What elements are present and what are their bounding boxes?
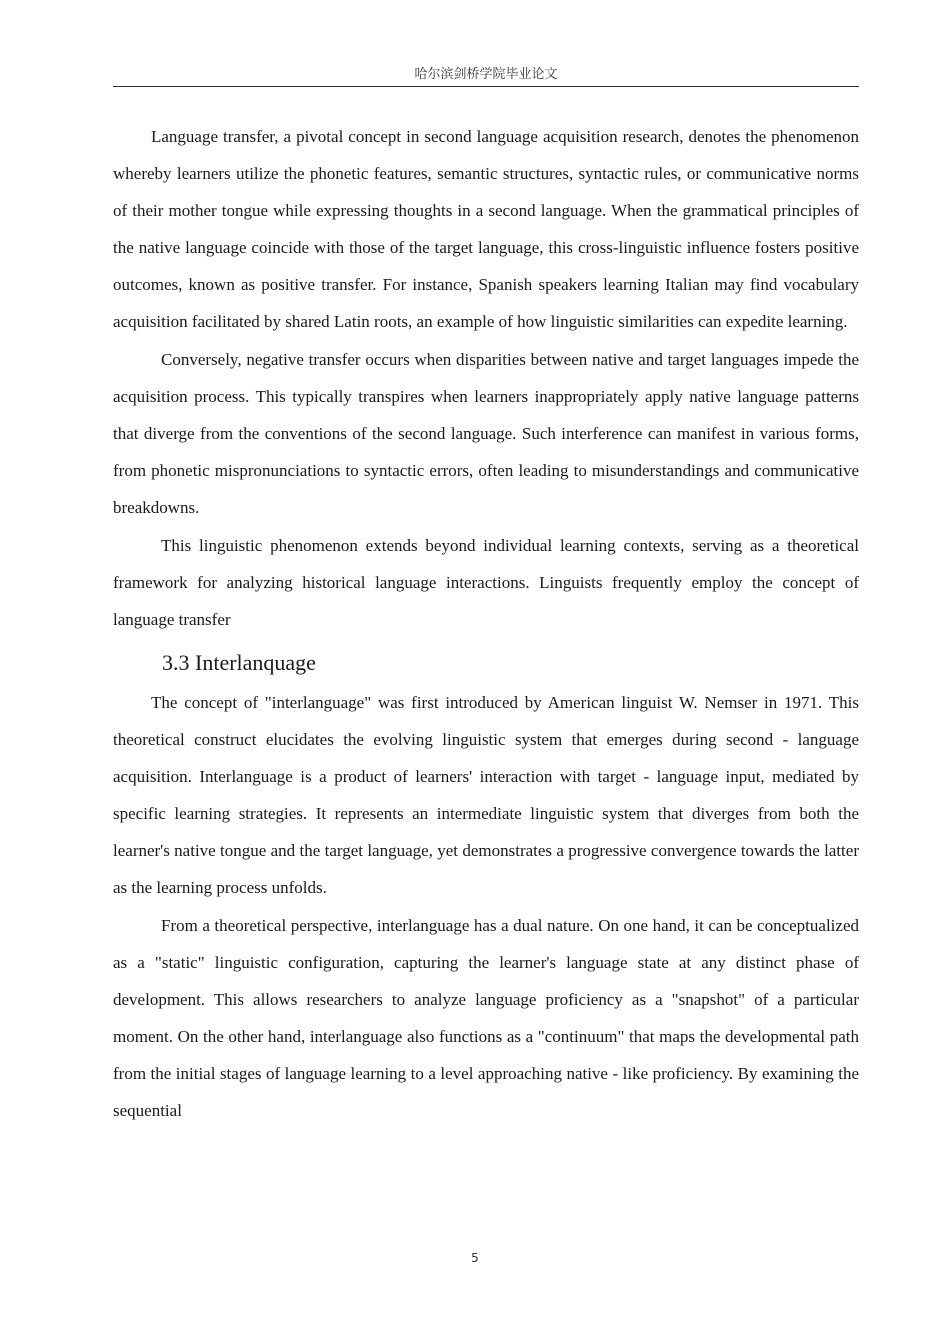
body-paragraph: From a theoretical perspective, interlanguage has a dual nature. On one hand, it can be conceptualized as a "static" linguistic configuration, capturing the learner's language state at any distinct phase of development. This allows researchers to analyze language proficiency as a "snapshot" of a particular moment. On the other hand, interlanguage also functions as a "continuum" that maps the developmental path from the initial stages of language learning to a level approaching native - like proficiency. By examining the sequential xyxy=(113,916,859,1120)
body-paragraph: The concept of "interlanguage" was first introduced by American linguist W. Nemser in 1971. This theoretical construct elucidates the evolving linguistic system that emerges during second - language acquisition. Interlanguage is a product of learners' interaction with target - language input, mediated by specific learning strategies. It represents an intermediate linguistic system that diverges from both the learner's native tongue and the target language, yet demonstrates a progressive convergence towards the latter as the learning process unfolds. xyxy=(113,693,859,897)
page-number: 5 xyxy=(471,1251,479,1265)
body-paragraph: Language transfer, a pivotal concept in second language acquisition research, denotes the phenomenon whereby learners utilize the phonetic features, semantic structures, syntactic rules, or communicative norms of their mother tongue while expressing thoughts in a second language. When the grammatical principles of the native language coincide with those of the target language, this cross-linguistic influence fosters positive outcomes, known as positive transfer. For instance, Spanish speakers learning Italian may find vocabulary acquisition facilitated by shared Latin roots, an example of how linguistic similarities can expedite learning. xyxy=(113,127,859,331)
body-paragraph: This linguistic phenomenon extends beyond individual learning contexts, serving as a theoretical framework for analyzing historical language interactions. Linguists frequently employ the concept of language transfer xyxy=(113,536,859,629)
running-header: 哈尔滨剑桥学院毕业论文 xyxy=(113,66,859,87)
page-body xyxy=(113,118,859,1129)
section-heading: 3.3 Interlanquage xyxy=(162,650,316,675)
body-paragraph: Conversely, negative transfer occurs when disparities between native and target languages impede the acquisition process. This typically transpires when learners inappropriately apply native language patterns that diverge from the conventions of the second language. Such interference can manifest in various forms, from phonetic mispronunciations to syntactic errors, often leading to misunderstandings and communicative breakdowns. xyxy=(113,350,859,517)
